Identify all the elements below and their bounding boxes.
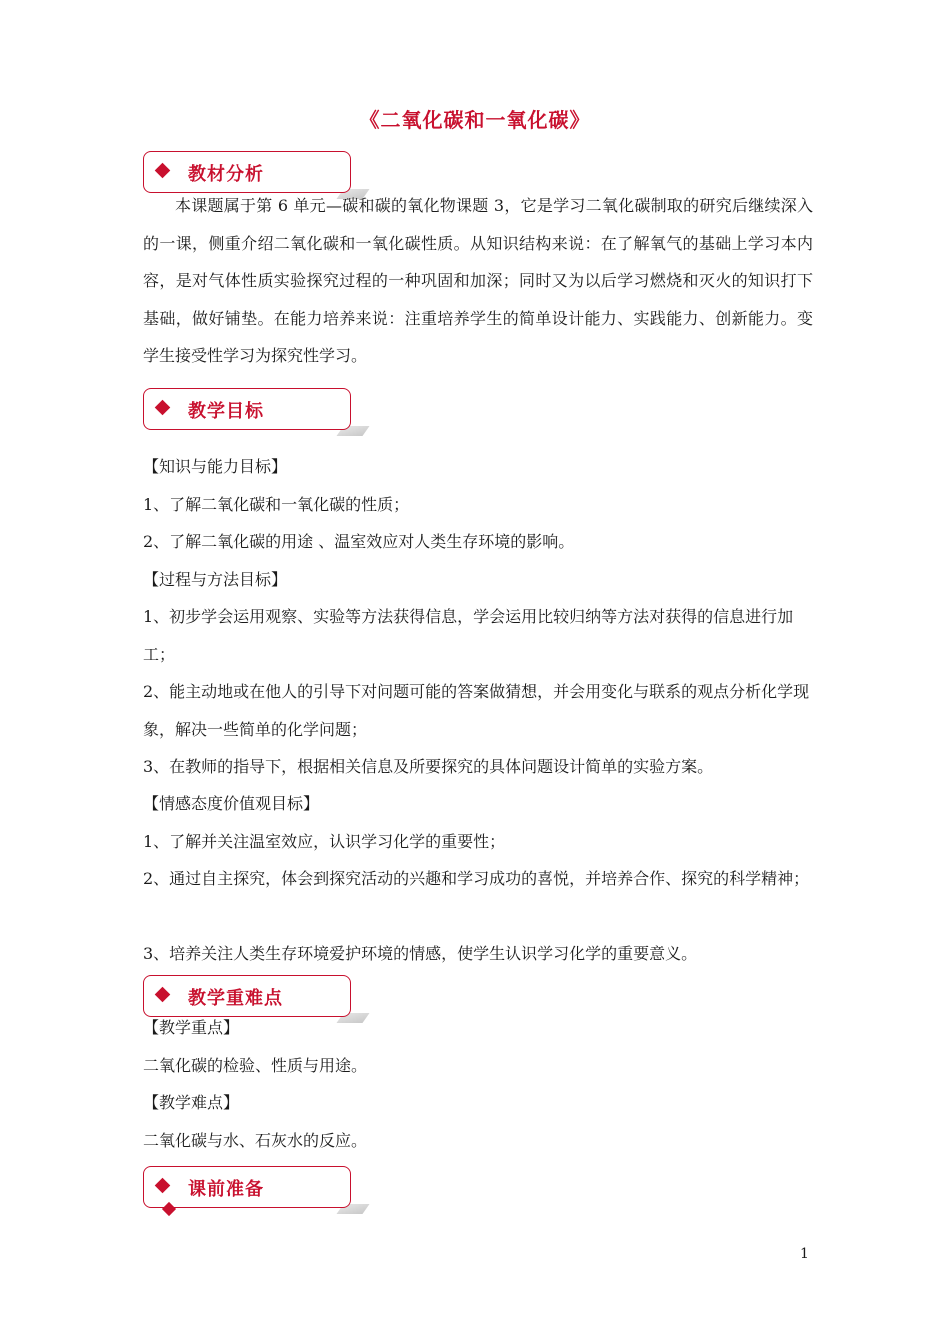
section-heading-label: 教学目标	[188, 401, 264, 422]
knowledge-goal-item: 2、了解二氧化碳的用途 、温室效应对人类生存环境的影响。	[143, 532, 575, 551]
section-heading-label: 教材分析	[188, 164, 264, 185]
diamond-bullet-icon	[155, 400, 171, 416]
difficulty-title: 【教学难点】	[143, 1093, 240, 1112]
process-goal-item: 2、能主动地或在他人的引导下对问题可能的答案做猜想，并会用变化与联系的观点分析化学现象，解决一些简单的化学问题；	[143, 682, 810, 739]
analysis-paragraph: 本课题属于第 6 单元—碳和碳的氧化物课题 3，它是学习二氧化碳制取的研究后继续深入的一课，侧重介绍二氧化碳和一氧化碳性质。从知识结构来说：在了解氧气的基础上学习本内容，是对气体性质实验探究过程的一种巩固和加深；同时又为以后学习燃烧和灭火的知识打下基础，做好铺垫。在能力培养来说：注重培养学生的简单设计能力、实践能力、创新能力。变学生接受性学习为探究性学习。	[143, 196, 813, 365]
section-heading-label: 课前准备	[188, 1179, 264, 1200]
focus-title: 【教学重点】	[143, 1018, 240, 1037]
heading-shadow	[336, 1204, 369, 1214]
emotion-goal-item: 1、了解并关注温室效应，认识学习化学的重要性；	[143, 832, 506, 851]
section-heading-preparation	[143, 1166, 351, 1208]
process-goals-title: 【过程与方法目标】	[143, 570, 288, 589]
heading-shadow	[336, 426, 369, 436]
section-heading-label: 教学重难点	[188, 988, 283, 1009]
knowledge-goal-item: 1、了解二氧化碳和一氧化碳的性质；	[143, 495, 410, 514]
process-goal-item: 3、在教师的指导下，根据相关信息及所要探究的具体问题设计简单的实验方案。	[143, 757, 714, 776]
section-heading-key-points	[143, 975, 351, 1017]
diamond-bullet-icon	[162, 1202, 176, 1216]
diamond-bullet-icon	[155, 163, 171, 179]
process-goal-item: 1、初步学会运用观察、实验等方法获得信息，学会运用比较归纳等方法对获得的信息进行加工；	[143, 607, 794, 664]
page-number: 1	[800, 1246, 809, 1262]
emotion-goal-item: 2、通过自主探究，体会到探究活动的兴趣和学习成功的喜悦，并培养合作、探究的科学精神；	[143, 869, 810, 888]
difficulty-content: 二氧化碳与水、石灰水的反应。	[143, 1131, 368, 1150]
emotion-goals-title: 【情感态度价值观目标】	[143, 794, 320, 813]
knowledge-goals-title: 【知识与能力目标】	[143, 457, 288, 476]
document-title: 《二氧化碳和一氧化碳》	[359, 108, 591, 132]
diamond-bullet-icon	[155, 987, 171, 1003]
diamond-bullet-icon	[155, 1178, 171, 1194]
focus-content: 二氧化碳的检验、性质与用途。	[143, 1056, 368, 1075]
section-heading-goals	[143, 388, 351, 430]
emotion-goal-item: 3、培养关注人类生存环境爱护环境的情感，使学生认识学习化学的重要意义。	[143, 944, 698, 963]
